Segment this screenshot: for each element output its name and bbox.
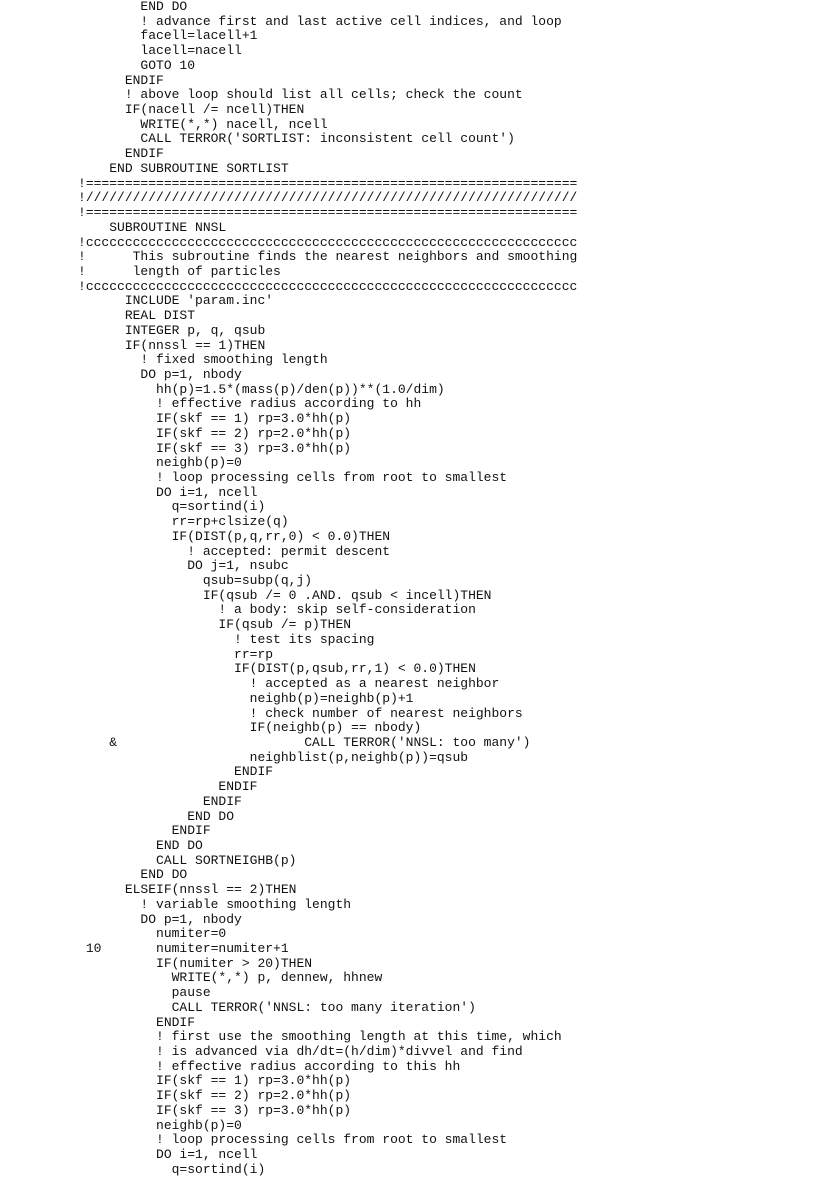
code-line: !ccccccccccccccccccccccccccccccccccccccccccccccccccccccccccccccc — [0, 278, 578, 294]
code-line: ! loop processing cells from root to smallest — [0, 470, 508, 485]
code-line: ! advance first and last active cell indices, and loop — [0, 13, 562, 29]
code-line: qsub=subp(q,j) — [0, 573, 313, 589]
code-line: DO p=1, nbody — [0, 366, 242, 382]
code-line: REAL DIST — [0, 308, 196, 324]
code-line: END DO — [0, 0, 188, 14]
code-line: !/////////////////////////////////////////////////////////////// — [0, 190, 578, 206]
code-line: ENDIF — [0, 72, 164, 88]
code-line: ! test its spacing — [0, 631, 375, 647]
code-line: ! effective radius according to this hh — [0, 1058, 461, 1074]
code-line: pause — [0, 985, 211, 1001]
code-line: WRITE(*,*) p, dennew, hhnew — [0, 970, 383, 986]
code-line: neighb(p)=0 — [0, 455, 242, 471]
code-line: IF(DIST(p,qsub,rr,1) < 0.0)THEN — [0, 661, 476, 677]
code-line: ENDIF — [0, 779, 258, 795]
code-line: ! variable smoothing length — [0, 896, 352, 912]
code-line: IF(DIST(p,q,rr,0) < 0.0)THEN — [0, 528, 391, 544]
code-line: rr=rp+clsize(q) — [0, 514, 289, 530]
code-line: ENDIF — [0, 146, 164, 162]
code-line: IF(skf == 1) rp=3.0*hh(p) — [0, 1073, 352, 1089]
code-line: DO i=1, ncell — [0, 484, 258, 500]
code-line: ! This subroutine finds the nearest neighbors and smoothing — [0, 249, 578, 265]
code-line: ! effective radius according to hh — [0, 396, 422, 412]
code-line: IF(qsub /= 0 .AND. qsub < incell)THEN — [0, 587, 492, 603]
code-line: SUBROUTINE NNSL — [0, 219, 227, 235]
code-line: IF(skf == 3) rp=3.0*hh(p) — [0, 1102, 352, 1118]
code-line: ! loop processing cells from root to smallest — [0, 1132, 508, 1148]
code-line: rr=rp — [0, 646, 274, 662]
code-line: INTEGER p, q, qsub — [0, 322, 266, 338]
code-line: ! accepted as a nearest neighbor — [0, 676, 500, 692]
code-line: neighb(p)=0 — [0, 1117, 242, 1133]
code-line: IF(skf == 1) rp=3.0*hh(p) — [0, 411, 352, 427]
code-line: ENDIF — [0, 793, 242, 809]
code-line: IF(numiter > 20)THEN — [0, 955, 313, 971]
code-line: !=============================================================== — [0, 205, 578, 221]
code-line: IF(neighb(p) == nbody) — [0, 720, 422, 736]
code-line: DO j=1, nsubc — [0, 558, 289, 574]
code-line: & CALL TERROR('NNSL: too many') — [0, 734, 531, 750]
code-line: hh(p)=1.5*(mass(p)/den(p))**(1.0/dim) — [0, 381, 445, 397]
code-line: INCLUDE 'param.inc' — [0, 293, 274, 309]
code-line: !=============================================================== — [0, 175, 578, 191]
code-line: IF(skf == 2) rp=2.0*hh(p) — [0, 1088, 352, 1104]
code-line: DO p=1, nbody — [0, 911, 242, 927]
code-line: neighb(p)=neighb(p)+1 — [0, 690, 414, 706]
code-line: q=sortind(i) — [0, 1161, 266, 1177]
code-line: ENDIF — [0, 764, 274, 780]
code-line: WRITE(*,*) nacell, ncell — [0, 116, 328, 132]
code-line: lacell=nacell — [0, 43, 242, 59]
code-line: GOTO 10 — [0, 57, 196, 73]
code-line: numiter=0 — [0, 926, 227, 942]
code-line: facell=lacell+1 — [0, 28, 258, 44]
code-line: ! accepted: permit descent — [0, 543, 391, 559]
code-line: ! check number of nearest neighbors — [0, 705, 523, 721]
code-line: IF(skf == 2) rp=2.0*hh(p) — [0, 425, 352, 441]
code-line: ! first use the smoothing length at this time, which — [0, 1029, 562, 1045]
code-line: END DO — [0, 808, 235, 824]
code-line: IF(qsub /= p)THEN — [0, 617, 352, 633]
code-line: END DO — [0, 867, 188, 883]
code-line: ! a body: skip self-consideration — [0, 602, 476, 618]
code-line: DO i=1, ncell — [0, 1147, 258, 1163]
code-line: IF(skf == 3) rp=3.0*hh(p) — [0, 440, 352, 456]
code-line: ELSEIF(nnssl == 2)THEN — [0, 882, 297, 898]
code-line: neighblist(p,neighb(p))=qsub — [0, 749, 469, 765]
code-line: CALL TERROR('SORTLIST: inconsistent cell count') — [0, 131, 515, 147]
code-line: !ccccccccccccccccccccccccccccccccccccccccccccccccccccccccccccccc — [0, 234, 578, 250]
code-line: CALL SORTNEIGHB(p) — [0, 852, 297, 868]
code-line: q=sortind(i) — [0, 499, 266, 515]
code-line: END DO — [0, 837, 203, 853]
code-line: ENDIF — [0, 1014, 196, 1030]
code-line: ENDIF — [0, 823, 211, 839]
code-line: IF(nacell /= ncell)THEN — [0, 102, 305, 118]
code-line: ! fixed smoothing length — [0, 352, 328, 368]
code-line: END SUBROUTINE SORTLIST — [0, 160, 289, 176]
code-line: CALL TERROR('NNSL: too many iteration') — [0, 999, 476, 1015]
code-line: IF(nnssl == 1)THEN — [0, 337, 266, 353]
code-line: ! is advanced via dh/dt=(h/dim)*divvel and find — [0, 1044, 523, 1060]
code-line: 10 numiter=numiter+1 — [0, 941, 289, 956]
code-line: ! above loop should list all cells; check the count — [0, 87, 523, 103]
code-line: ! length of particles — [0, 263, 281, 279]
